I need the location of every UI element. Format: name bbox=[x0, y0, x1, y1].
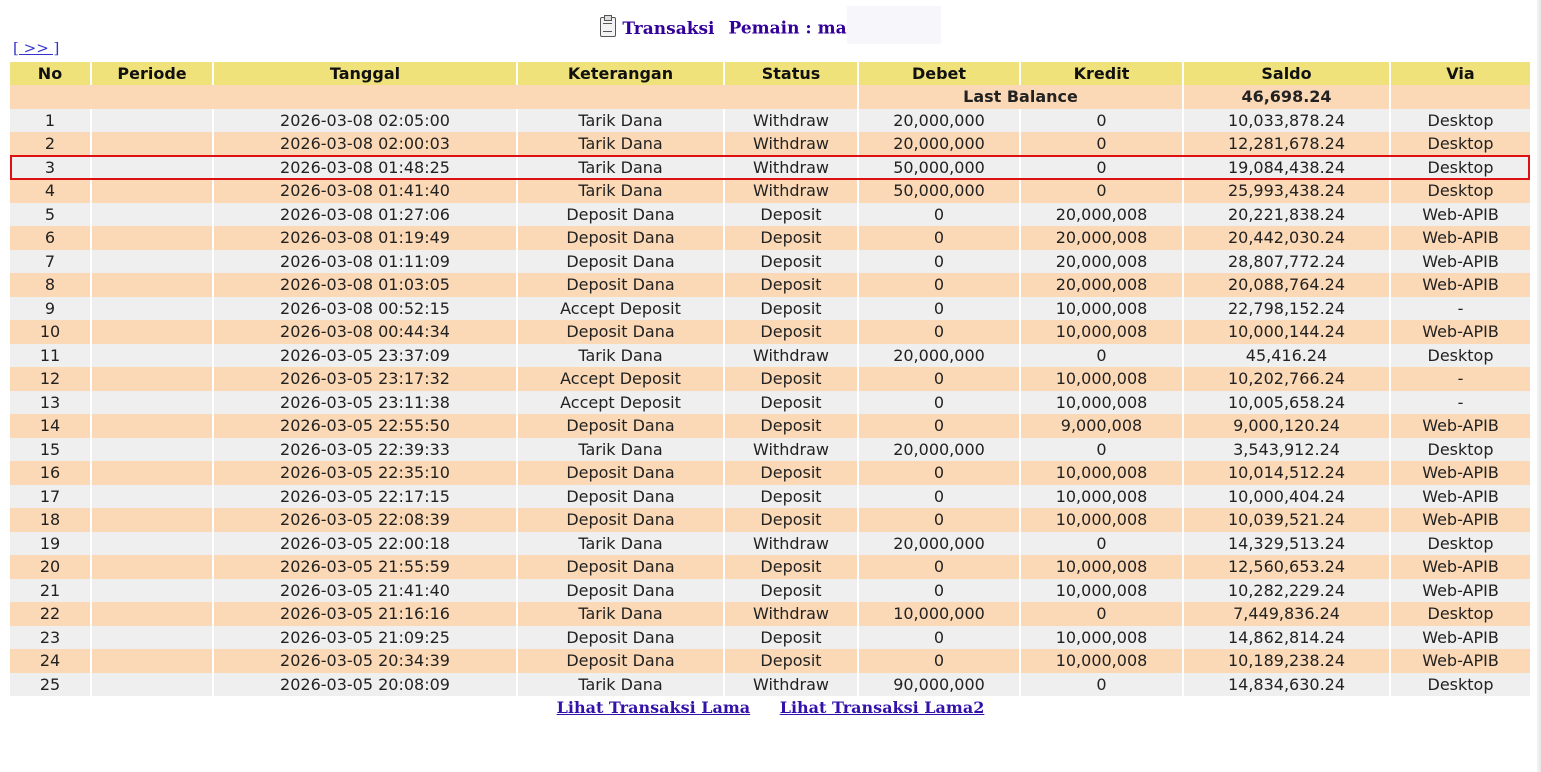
cell-periode bbox=[91, 532, 213, 556]
cell-via: Desktop bbox=[1390, 438, 1531, 462]
cell-status: Deposit bbox=[724, 250, 858, 274]
cell-keterangan: Deposit Dana bbox=[517, 579, 724, 603]
cell-kredit: 10,000,008 bbox=[1020, 626, 1183, 650]
column-header-keterangan: Keterangan bbox=[517, 62, 724, 85]
cell-saldo: 20,088,764.24 bbox=[1183, 273, 1390, 297]
cell-keterangan: Tarik Dana bbox=[517, 602, 724, 626]
cell-tanggal: 2026-03-05 22:35:10 bbox=[213, 461, 517, 485]
cell-periode bbox=[91, 391, 213, 415]
cell-tanggal: 2026-03-05 23:37:09 bbox=[213, 344, 517, 368]
cell-saldo: 10,039,521.24 bbox=[1183, 508, 1390, 532]
cell-status: Deposit bbox=[724, 626, 858, 650]
cell-no: 4 bbox=[10, 179, 91, 203]
cell-saldo: 28,807,772.24 bbox=[1183, 250, 1390, 274]
cell-periode bbox=[91, 109, 213, 133]
cell-periode bbox=[91, 273, 213, 297]
cell-kredit: 10,000,008 bbox=[1020, 508, 1183, 532]
cell-keterangan: Deposit Dana bbox=[517, 250, 724, 274]
cell-tanggal: 2026-03-08 02:05:00 bbox=[213, 109, 517, 133]
cell-debet: 0 bbox=[858, 579, 1020, 603]
cell-saldo: 20,442,030.24 bbox=[1183, 226, 1390, 250]
cell-status: Deposit bbox=[724, 367, 858, 391]
cell-status: Deposit bbox=[724, 508, 858, 532]
cell-keterangan: Deposit Dana bbox=[517, 203, 724, 227]
cell-saldo: 19,084,438.24 bbox=[1183, 156, 1390, 180]
cell-no: 11 bbox=[10, 344, 91, 368]
cell-saldo: 9,000,120.24 bbox=[1183, 414, 1390, 438]
table-row bbox=[10, 203, 1531, 227]
table-row bbox=[10, 532, 1531, 556]
cell-keterangan: Tarik Dana bbox=[517, 156, 724, 180]
cell-tanggal: 2026-03-05 23:17:32 bbox=[213, 367, 517, 391]
cell-no: 24 bbox=[10, 649, 91, 673]
table-row bbox=[10, 485, 1531, 509]
cell-debet: 0 bbox=[858, 508, 1020, 532]
cell-debet: 0 bbox=[858, 273, 1020, 297]
cell-no: 9 bbox=[10, 297, 91, 321]
table-row bbox=[10, 461, 1531, 485]
cell-kredit: 0 bbox=[1020, 179, 1183, 203]
cell-periode bbox=[91, 508, 213, 532]
cell-via: Web-APIB bbox=[1390, 649, 1531, 673]
cell-status: Deposit bbox=[724, 485, 858, 509]
cell-tanggal: 2026-03-05 22:17:15 bbox=[213, 485, 517, 509]
cell-via: Web-APIB bbox=[1390, 508, 1531, 532]
cell-keterangan: Accept Deposit bbox=[517, 391, 724, 415]
cell-saldo: 10,282,229.24 bbox=[1183, 579, 1390, 603]
cell-periode bbox=[91, 367, 213, 391]
cell-keterangan: Deposit Dana bbox=[517, 649, 724, 673]
cell-kredit: 10,000,008 bbox=[1020, 367, 1183, 391]
table-row bbox=[10, 579, 1531, 603]
cell-kredit: 10,000,008 bbox=[1020, 320, 1183, 344]
cell-saldo: 7,449,836.24 bbox=[1183, 602, 1390, 626]
column-header-no: No bbox=[10, 62, 91, 85]
column-header-periode: Periode bbox=[91, 62, 213, 85]
cell-saldo: 10,000,404.24 bbox=[1183, 485, 1390, 509]
cell-keterangan: Tarik Dana bbox=[517, 673, 724, 697]
cell-keterangan: Deposit Dana bbox=[517, 461, 724, 485]
table-row bbox=[10, 344, 1531, 368]
cell-status: Withdraw bbox=[724, 602, 858, 626]
cell-debet: 10,000,000 bbox=[858, 602, 1020, 626]
cell-status: Withdraw bbox=[724, 344, 858, 368]
cell-debet: 20,000,000 bbox=[858, 344, 1020, 368]
cell-kredit: 0 bbox=[1020, 109, 1183, 133]
cell-status: Deposit bbox=[724, 297, 858, 321]
cell-saldo: 14,834,630.24 bbox=[1183, 673, 1390, 697]
table-row bbox=[10, 391, 1531, 415]
table-row bbox=[10, 320, 1531, 344]
cell-no: 7 bbox=[10, 250, 91, 274]
column-header-saldo: Saldo bbox=[1183, 62, 1390, 85]
cell-saldo: 14,329,513.24 bbox=[1183, 532, 1390, 556]
cell-status: Withdraw bbox=[724, 532, 858, 556]
cell-debet: 0 bbox=[858, 414, 1020, 438]
transaction-table bbox=[10, 62, 1532, 696]
cell-kredit: 20,000,008 bbox=[1020, 273, 1183, 297]
cell-debet: 0 bbox=[858, 555, 1020, 579]
cell-debet: 0 bbox=[858, 226, 1020, 250]
table-row bbox=[10, 649, 1531, 673]
cell-status: Withdraw bbox=[724, 156, 858, 180]
cell-no: 20 bbox=[10, 555, 91, 579]
clipboard-icon bbox=[600, 17, 616, 37]
old-transactions-link-2[interactable]: Lihat Transaksi Lama2 bbox=[779, 698, 985, 717]
cell-keterangan: Deposit Dana bbox=[517, 485, 724, 509]
cell-tanggal: 2026-03-05 22:00:18 bbox=[213, 532, 517, 556]
cell-periode bbox=[91, 438, 213, 462]
cell-kredit: 20,000,008 bbox=[1020, 226, 1183, 250]
last-balance-label: Last Balance bbox=[858, 85, 1183, 109]
cell-tanggal: 2026-03-05 22:08:39 bbox=[213, 508, 517, 532]
cell-via: Web-APIB bbox=[1390, 203, 1531, 227]
cell-keterangan: Tarik Dana bbox=[517, 132, 724, 156]
cell-saldo: 10,014,512.24 bbox=[1183, 461, 1390, 485]
cell-periode bbox=[91, 203, 213, 227]
cell-periode bbox=[91, 579, 213, 603]
table-row bbox=[10, 602, 1531, 626]
cell-keterangan: Deposit Dana bbox=[517, 226, 724, 250]
cell-no: 3 bbox=[10, 156, 91, 180]
cell-via: Desktop bbox=[1390, 109, 1531, 133]
cell-saldo: 12,281,678.24 bbox=[1183, 132, 1390, 156]
cell-no: 6 bbox=[10, 226, 91, 250]
cell-tanggal: 2026-03-05 21:41:40 bbox=[213, 579, 517, 603]
cell-saldo: 25,993,438.24 bbox=[1183, 179, 1390, 203]
cell-kredit: 0 bbox=[1020, 673, 1183, 697]
cell-status: Deposit bbox=[724, 579, 858, 603]
table-header-row bbox=[10, 62, 1531, 85]
cell-no: 10 bbox=[10, 320, 91, 344]
table-row bbox=[10, 367, 1531, 391]
cell-kredit: 9,000,008 bbox=[1020, 414, 1183, 438]
cell-periode bbox=[91, 626, 213, 650]
last-balance-via bbox=[1390, 85, 1531, 109]
cell-saldo: 10,202,766.24 bbox=[1183, 367, 1390, 391]
cell-tanggal: 2026-03-08 01:11:09 bbox=[213, 250, 517, 274]
cell-no: 21 bbox=[10, 579, 91, 603]
cell-no: 19 bbox=[10, 532, 91, 556]
cell-via: Web-APIB bbox=[1390, 461, 1531, 485]
cell-status: Deposit bbox=[724, 391, 858, 415]
cell-via: Desktop bbox=[1390, 156, 1531, 180]
cell-no: 18 bbox=[10, 508, 91, 532]
cell-via: Desktop bbox=[1390, 179, 1531, 203]
column-header-tanggal: Tanggal bbox=[213, 62, 517, 85]
cell-via: Desktop bbox=[1390, 532, 1531, 556]
cell-debet: 0 bbox=[858, 626, 1020, 650]
cell-no: 22 bbox=[10, 602, 91, 626]
cell-no: 13 bbox=[10, 391, 91, 415]
cell-status: Withdraw bbox=[724, 438, 858, 462]
cell-debet: 50,000,000 bbox=[858, 156, 1020, 180]
cell-saldo: 45,416.24 bbox=[1183, 344, 1390, 368]
cell-status: Deposit bbox=[724, 461, 858, 485]
cell-periode bbox=[91, 649, 213, 673]
cell-tanggal: 2026-03-08 01:27:06 bbox=[213, 203, 517, 227]
cell-debet: 0 bbox=[858, 203, 1020, 227]
cell-periode bbox=[91, 250, 213, 274]
cell-periode bbox=[91, 555, 213, 579]
cell-no: 23 bbox=[10, 626, 91, 650]
column-header-via: Via bbox=[1390, 62, 1531, 85]
cell-status: Withdraw bbox=[724, 109, 858, 133]
next-page-link[interactable]: [ >> ] bbox=[13, 39, 60, 57]
cell-kredit: 10,000,008 bbox=[1020, 485, 1183, 509]
cell-periode bbox=[91, 297, 213, 321]
cell-no: 8 bbox=[10, 273, 91, 297]
scroll-edge bbox=[1537, 0, 1541, 772]
cell-via: Desktop bbox=[1390, 673, 1531, 697]
cell-keterangan: Deposit Dana bbox=[517, 273, 724, 297]
cell-no: 15 bbox=[10, 438, 91, 462]
cell-no: 2 bbox=[10, 132, 91, 156]
footer-links bbox=[0, 698, 1541, 717]
cell-saldo: 10,005,658.24 bbox=[1183, 391, 1390, 415]
cell-keterangan: Accept Deposit bbox=[517, 297, 724, 321]
table-body bbox=[10, 85, 1531, 696]
cell-status: Withdraw bbox=[724, 179, 858, 203]
cell-saldo: 14,862,814.24 bbox=[1183, 626, 1390, 650]
cell-tanggal: 2026-03-05 22:39:33 bbox=[213, 438, 517, 462]
cell-no: 12 bbox=[10, 367, 91, 391]
cell-kredit: 10,000,008 bbox=[1020, 391, 1183, 415]
cell-periode bbox=[91, 673, 213, 697]
table-row bbox=[10, 438, 1531, 462]
page-title: Transaksi bbox=[622, 18, 715, 39]
cell-debet: 0 bbox=[858, 485, 1020, 509]
cell-kredit: 0 bbox=[1020, 438, 1183, 462]
cell-status: Deposit bbox=[724, 273, 858, 297]
cell-saldo: 10,033,878.24 bbox=[1183, 109, 1390, 133]
cell-periode bbox=[91, 485, 213, 509]
table-row bbox=[10, 179, 1531, 203]
column-header-kredit: Kredit bbox=[1020, 62, 1183, 85]
cell-tanggal: 2026-03-05 20:34:39 bbox=[213, 649, 517, 673]
cell-tanggal: 2026-03-05 20:08:09 bbox=[213, 673, 517, 697]
cell-periode bbox=[91, 602, 213, 626]
cell-keterangan: Tarik Dana bbox=[517, 344, 724, 368]
cell-kredit: 0 bbox=[1020, 156, 1183, 180]
cell-via: Web-APIB bbox=[1390, 414, 1531, 438]
cell-tanggal: 2026-03-05 21:16:16 bbox=[213, 602, 517, 626]
cell-via: Web-APIB bbox=[1390, 579, 1531, 603]
cell-debet: 20,000,000 bbox=[858, 532, 1020, 556]
cell-keterangan: Tarik Dana bbox=[517, 179, 724, 203]
table-row bbox=[10, 109, 1531, 133]
cell-periode bbox=[91, 320, 213, 344]
cell-via: Web-APIB bbox=[1390, 485, 1531, 509]
cell-tanggal: 2026-03-08 01:03:05 bbox=[213, 273, 517, 297]
table-row bbox=[10, 156, 1531, 180]
cell-kredit: 0 bbox=[1020, 344, 1183, 368]
column-header-status: Status bbox=[724, 62, 858, 85]
table-row bbox=[10, 555, 1531, 579]
table-row bbox=[10, 297, 1531, 321]
cell-keterangan: Deposit Dana bbox=[517, 626, 724, 650]
cell-periode bbox=[91, 156, 213, 180]
cell-no: 1 bbox=[10, 109, 91, 133]
table-row bbox=[10, 273, 1531, 297]
cell-status: Withdraw bbox=[724, 673, 858, 697]
cell-kredit: 20,000,008 bbox=[1020, 250, 1183, 274]
cell-saldo: 22,798,152.24 bbox=[1183, 297, 1390, 321]
cell-saldo: 20,221,838.24 bbox=[1183, 203, 1390, 227]
cell-no: 25 bbox=[10, 673, 91, 697]
cell-via: Desktop bbox=[1390, 132, 1531, 156]
cell-via: Desktop bbox=[1390, 344, 1531, 368]
cell-periode bbox=[91, 132, 213, 156]
table-row bbox=[10, 673, 1531, 697]
last-balance-row bbox=[10, 85, 1531, 109]
cell-via: Web-APIB bbox=[1390, 320, 1531, 344]
redacted-player-name bbox=[847, 6, 941, 44]
cell-periode bbox=[91, 179, 213, 203]
cell-debet: 0 bbox=[858, 297, 1020, 321]
cell-periode bbox=[91, 344, 213, 368]
cell-no: 14 bbox=[10, 414, 91, 438]
old-transactions-link[interactable]: Lihat Transaksi Lama bbox=[556, 698, 751, 717]
cell-keterangan: Deposit Dana bbox=[517, 414, 724, 438]
table-row bbox=[10, 226, 1531, 250]
cell-status: Deposit bbox=[724, 649, 858, 673]
cell-status: Withdraw bbox=[724, 132, 858, 156]
cell-debet: 0 bbox=[858, 649, 1020, 673]
cell-via: Web-APIB bbox=[1390, 273, 1531, 297]
cell-via: Web-APIB bbox=[1390, 555, 1531, 579]
cell-debet: 20,000,000 bbox=[858, 109, 1020, 133]
cell-tanggal: 2026-03-05 23:11:38 bbox=[213, 391, 517, 415]
cell-kredit: 0 bbox=[1020, 532, 1183, 556]
cell-status: Deposit bbox=[724, 226, 858, 250]
cell-keterangan: Tarik Dana bbox=[517, 438, 724, 462]
last-balance-value: 46,698.24 bbox=[1183, 85, 1390, 109]
cell-kredit: 10,000,008 bbox=[1020, 297, 1183, 321]
cell-kredit: 10,000,008 bbox=[1020, 649, 1183, 673]
cell-keterangan: Deposit Dana bbox=[517, 320, 724, 344]
cell-via: - bbox=[1390, 367, 1531, 391]
cell-debet: 0 bbox=[858, 320, 1020, 344]
cell-no: 17 bbox=[10, 485, 91, 509]
cell-keterangan: Tarik Dana bbox=[517, 532, 724, 556]
cell-saldo: 3,543,912.24 bbox=[1183, 438, 1390, 462]
cell-kredit: 10,000,008 bbox=[1020, 579, 1183, 603]
cell-debet: 20,000,000 bbox=[858, 438, 1020, 462]
cell-debet: 50,000,000 bbox=[858, 179, 1020, 203]
cell-tanggal: 2026-03-05 22:55:50 bbox=[213, 414, 517, 438]
cell-periode bbox=[91, 226, 213, 250]
header-inner bbox=[600, 10, 940, 48]
cell-tanggal: 2026-03-05 21:09:25 bbox=[213, 626, 517, 650]
table-row bbox=[10, 132, 1531, 156]
cell-debet: 0 bbox=[858, 461, 1020, 485]
cell-via: - bbox=[1390, 297, 1531, 321]
cell-no: 16 bbox=[10, 461, 91, 485]
cell-tanggal: 2026-03-08 01:41:40 bbox=[213, 179, 517, 203]
cell-status: Deposit bbox=[724, 414, 858, 438]
cell-tanggal: 2026-03-08 00:44:34 bbox=[213, 320, 517, 344]
cell-status: Deposit bbox=[724, 320, 858, 344]
cell-tanggal: 2026-03-08 01:19:49 bbox=[213, 226, 517, 250]
cell-kredit: 20,000,008 bbox=[1020, 203, 1183, 227]
cell-tanggal: 2026-03-08 01:48:25 bbox=[213, 156, 517, 180]
cell-keterangan: Deposit Dana bbox=[517, 508, 724, 532]
cell-kredit: 0 bbox=[1020, 602, 1183, 626]
table-row bbox=[10, 508, 1531, 532]
player-label: Pemain : ma bbox=[728, 18, 847, 39]
cell-no: 5 bbox=[10, 203, 91, 227]
cell-keterangan: Accept Deposit bbox=[517, 367, 724, 391]
cell-via: Desktop bbox=[1390, 602, 1531, 626]
cell-tanggal: 2026-03-08 02:00:03 bbox=[213, 132, 517, 156]
cell-debet: 20,000,000 bbox=[858, 132, 1020, 156]
cell-tanggal: 2026-03-08 00:52:15 bbox=[213, 297, 517, 321]
cell-debet: 0 bbox=[858, 250, 1020, 274]
cell-periode bbox=[91, 414, 213, 438]
cell-kredit: 10,000,008 bbox=[1020, 461, 1183, 485]
cell-debet: 0 bbox=[858, 391, 1020, 415]
table-row bbox=[10, 250, 1531, 274]
cell-via: Web-APIB bbox=[1390, 226, 1531, 250]
table-row bbox=[10, 626, 1531, 650]
cell-saldo: 10,189,238.24 bbox=[1183, 649, 1390, 673]
cell-saldo: 10,000,144.24 bbox=[1183, 320, 1390, 344]
cell-kredit: 0 bbox=[1020, 132, 1183, 156]
cell-status: Deposit bbox=[724, 203, 858, 227]
cell-tanggal: 2026-03-05 21:55:59 bbox=[213, 555, 517, 579]
page-header bbox=[0, 4, 1541, 40]
cell-kredit: 10,000,008 bbox=[1020, 555, 1183, 579]
last-balance-spacer bbox=[10, 85, 858, 109]
cell-via: - bbox=[1390, 391, 1531, 415]
cell-periode bbox=[91, 461, 213, 485]
cell-status: Deposit bbox=[724, 555, 858, 579]
cell-keterangan: Tarik Dana bbox=[517, 109, 724, 133]
cell-via: Web-APIB bbox=[1390, 626, 1531, 650]
cell-keterangan: Deposit Dana bbox=[517, 555, 724, 579]
column-header-debet: Debet bbox=[858, 62, 1020, 85]
cell-debet: 90,000,000 bbox=[858, 673, 1020, 697]
cell-saldo: 12,560,653.24 bbox=[1183, 555, 1390, 579]
table-row bbox=[10, 414, 1531, 438]
cell-debet: 0 bbox=[858, 367, 1020, 391]
cell-via: Web-APIB bbox=[1390, 250, 1531, 274]
